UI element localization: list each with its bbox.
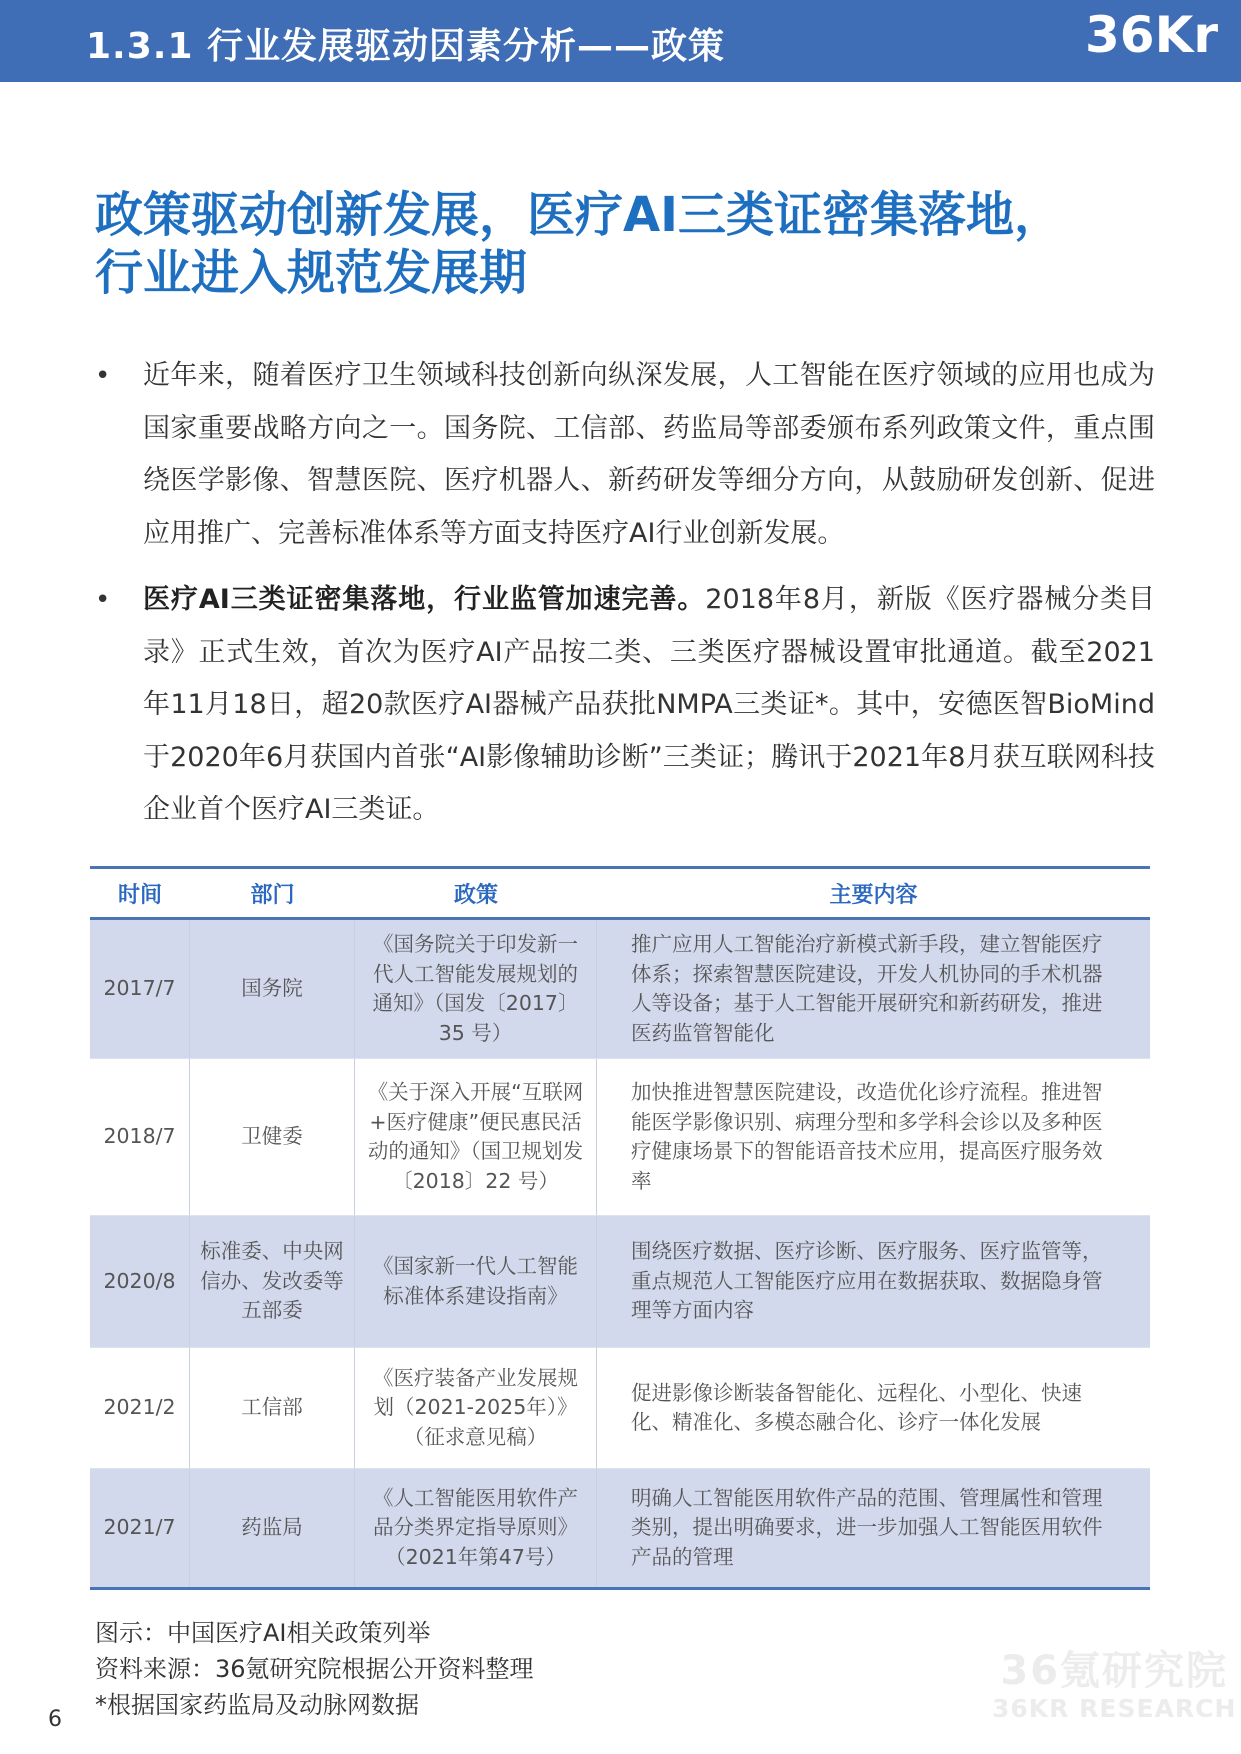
header-content: 主要内容: [829, 882, 918, 908]
cell-time: 2021/7: [90, 1469, 190, 1587]
cell-time: 2018/7: [90, 1059, 190, 1215]
cell-policy: 《国家新一代人工智能标准体系建设指南》: [355, 1216, 597, 1347]
bullet-dot-icon: •: [95, 361, 111, 391]
header-bar: [0, 0, 1241, 82]
footnote: *根据国家药监局及动脉网数据: [95, 1691, 419, 1719]
figure-caption: 图示：中国医疗AI相关政策列举: [95, 1619, 431, 1647]
bullet-text: 医疗AI三类证密集落地，行业监管加速完善。2018年8月，新版《医疗器械分类目录》正式生效，首次为医疗AI产品按二类、三类医疗器械设置审批通道。截至2021年11月18日，超20款医疗AI器械产品获批NMPA三类证*。其中，安德医智BioMind于2020年6月获国内首张“AI影像辅助诊断”三类证；腾讯于2021年8月获互联网科技企业首个医疗AI三类证。: [143, 584, 1156, 825]
cell-time: 2021/2: [90, 1348, 190, 1468]
cell-policy: 《关于深入开展“互联网+医疗健康”便民惠民活动的通知》（国卫规划发〔2018〕22 号）: [355, 1059, 597, 1215]
cell-dept: 国务院: [190, 920, 355, 1058]
bullet-dot-icon: •: [95, 585, 111, 615]
bullet-item: [95, 574, 1155, 837]
cell-dept: 工信部: [190, 1348, 355, 1468]
cell-dept: 标准委、中央网信办、发改委等五部委: [190, 1216, 355, 1347]
policy-table: [90, 866, 1150, 1590]
header-dept: 部门: [250, 882, 295, 908]
table-row: [90, 1216, 1150, 1348]
table-row: [90, 1059, 1150, 1216]
table-row: [90, 1348, 1150, 1469]
section-title: 1.3.1 行业发展驱动因素分析——政策: [86, 26, 726, 67]
watermark-cn: 36氪研究院: [1000, 1648, 1229, 1694]
page-number: 6: [48, 1707, 62, 1732]
cell-dept: 卫健委: [190, 1059, 355, 1215]
cell-content: 加快推进智慧医院建设，改造优化诊疗流程。推进智能医学影像识别、病理分型和多学科会诊以及多种医疗健康场景下的智能语音技术应用，提高医疗服务效率: [631, 1080, 1103, 1193]
table-row: [90, 1469, 1150, 1590]
cell-policy: 《医疗装备产业发展规划（2021-2025年）》（征求意见稿）: [355, 1348, 597, 1468]
cell-content: 推广应用人工智能治疗新模式新手段，建立智能医疗体系；探索智慧医院建设，开发人机协同的手术机器人等设备；基于人工智能开展研究和新药研发，推进医药监管智能化: [631, 932, 1103, 1045]
table-notes: [95, 1615, 534, 1723]
page-title: [95, 186, 1155, 302]
cell-content: 围绕医疗数据、医疗诊断、医疗服务、医疗监管等，重点规范人工智能医疗应用在数据获取、数据隐身管理等方面内容: [631, 1239, 1103, 1323]
cell-time: 2017/7: [90, 920, 190, 1058]
cell-policy: 《人工智能医用软件产品分类界定指导原则》（2021年第47号）: [355, 1469, 597, 1587]
table-row: [90, 920, 1150, 1059]
header-time: 时间: [117, 882, 162, 908]
page-title-line-1: 政策驱动创新发展，医疗AI三类证密集落地，: [95, 187, 1063, 243]
cell-time: 2020/8: [90, 1216, 190, 1347]
cell-content: 明确人工智能医用软件产品的范围、管理属性和管理类别，提出明确要求，进一步加强人工智能医用软件产品的管理: [631, 1485, 1103, 1569]
watermark: [992, 1648, 1236, 1724]
bullet-item: [95, 350, 1155, 560]
data-source: 资料来源：36氪研究院根据公开资料整理: [95, 1655, 534, 1683]
table-header: [90, 869, 1150, 920]
page-title-line-2: 行业进入规范发展期: [95, 245, 528, 301]
bullet-list: [95, 350, 1155, 851]
bullet-bold-lead: 医疗AI三类证密集落地，行业监管加速完善。: [143, 584, 706, 615]
36kr-logo: [1085, 2, 1241, 82]
watermark-en: 36KR RESEARCH: [992, 1694, 1237, 1723]
bullet-text: 近年来，随着医疗卫生领域科技创新向纵深发展，人工智能在医疗领域的应用也成为国家重要战略方向之一。国务院、工信部、药监局等部委颁布系列政策文件，重点围绕医学影像、智慧医院、医疗机器人、新药研发等细分方向，从鼓励研发创新、促进应用推广、完善标准体系等方面支持医疗AI行业创新发展。: [143, 360, 1155, 549]
cell-content: 促进影像诊断装备智能化、远程化、小型化、快速化、精准化、多模态融合化、诊疗一体化发展: [631, 1380, 1082, 1434]
svg-text:36Kr: 36Kr: [1085, 6, 1218, 64]
header-policy: 政策: [453, 882, 498, 908]
cell-dept: 药监局: [190, 1469, 355, 1587]
cell-policy: 《国务院关于印发新一代人工智能发展规划的通知》（国发〔2017〕35 号）: [355, 920, 597, 1058]
